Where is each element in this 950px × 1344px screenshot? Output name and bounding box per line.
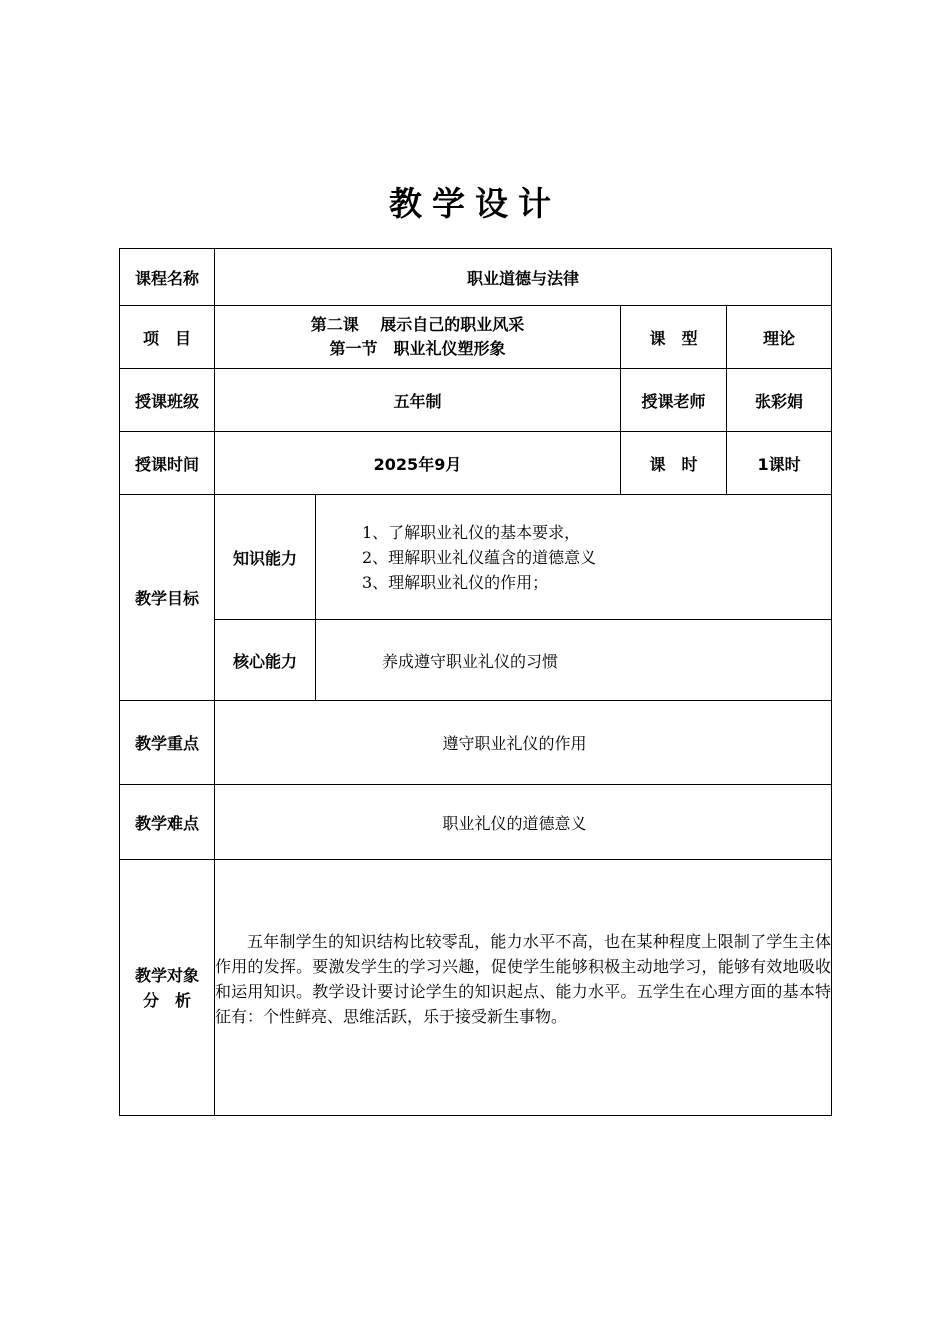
knowledge-item: 3、理解职业礼仪的作用； bbox=[362, 573, 549, 592]
knowledge-list bbox=[316, 495, 832, 620]
time-label: 授课时间 bbox=[120, 432, 215, 495]
key-point-label: 教学重点 bbox=[120, 701, 215, 785]
analysis-content bbox=[215, 860, 832, 1116]
core-value: 养成遵守职业礼仪的习惯 bbox=[316, 620, 832, 701]
row-goals-knowledge bbox=[120, 495, 832, 620]
knowledge-item: 1、了解职业礼仪的基本要求， bbox=[362, 523, 581, 542]
row-project bbox=[120, 306, 832, 369]
hours-label: 课 时 bbox=[621, 432, 727, 495]
knowledge-item: 2、理解职业礼仪蕴含的道德意义 bbox=[362, 548, 597, 567]
analysis-label-line1: 教学对象 bbox=[134, 965, 199, 985]
row-time bbox=[120, 432, 832, 495]
analysis-text: 五年制学生的知识结构比较零乱，能力水平不高，也在某种程度上限制了学生主体作用的发挥。要激发学生的学习兴趣，促使学生能够积极主动地学习，能够有效地吸收和运用知识。教学设计要讨论学生的知识起点、能力水平。五学生在心理方面的基本特征有：个性鲜亮、思维活跃，乐于接受新生事物。 bbox=[215, 931, 832, 1026]
course-value: 职业道德与法律 bbox=[215, 249, 832, 306]
goals-label: 教学目标 bbox=[120, 495, 215, 701]
analysis-label-line2: 分 析 bbox=[142, 990, 191, 1010]
project-value bbox=[215, 306, 621, 369]
type-label: 课 型 bbox=[621, 306, 727, 369]
row-class bbox=[120, 369, 832, 432]
project-section: 第一节 职业礼仪塑形象 bbox=[329, 339, 506, 358]
row-difficulty bbox=[120, 785, 832, 860]
analysis-label bbox=[120, 860, 215, 1116]
class-value: 五年制 bbox=[215, 369, 621, 432]
teacher-value: 张彩娟 bbox=[727, 369, 832, 432]
core-label: 核心能力 bbox=[215, 620, 316, 701]
difficulty-label: 教学难点 bbox=[120, 785, 215, 860]
document-title: 教学设计 bbox=[389, 184, 561, 223]
row-goals-core bbox=[120, 620, 832, 701]
project-label: 项 目 bbox=[120, 306, 215, 369]
teacher-label: 授课老师 bbox=[621, 369, 727, 432]
course-label: 课程名称 bbox=[120, 249, 215, 306]
row-course bbox=[120, 249, 832, 306]
type-value: 理论 bbox=[727, 306, 832, 369]
row-key-point bbox=[120, 701, 832, 785]
difficulty-value: 职业礼仪的道德意义 bbox=[215, 785, 832, 860]
class-label: 授课班级 bbox=[120, 369, 215, 432]
row-analysis bbox=[120, 860, 832, 1116]
key-point-value: 遵守职业礼仪的作用 bbox=[215, 701, 832, 785]
knowledge-label: 知识能力 bbox=[215, 495, 316, 620]
lesson-plan-table bbox=[119, 248, 832, 1116]
hours-value: 1课时 bbox=[727, 432, 832, 495]
project-lesson: 第二课 展示自己的职业风采 bbox=[310, 315, 525, 334]
time-value: 2025年9月 bbox=[215, 432, 621, 495]
